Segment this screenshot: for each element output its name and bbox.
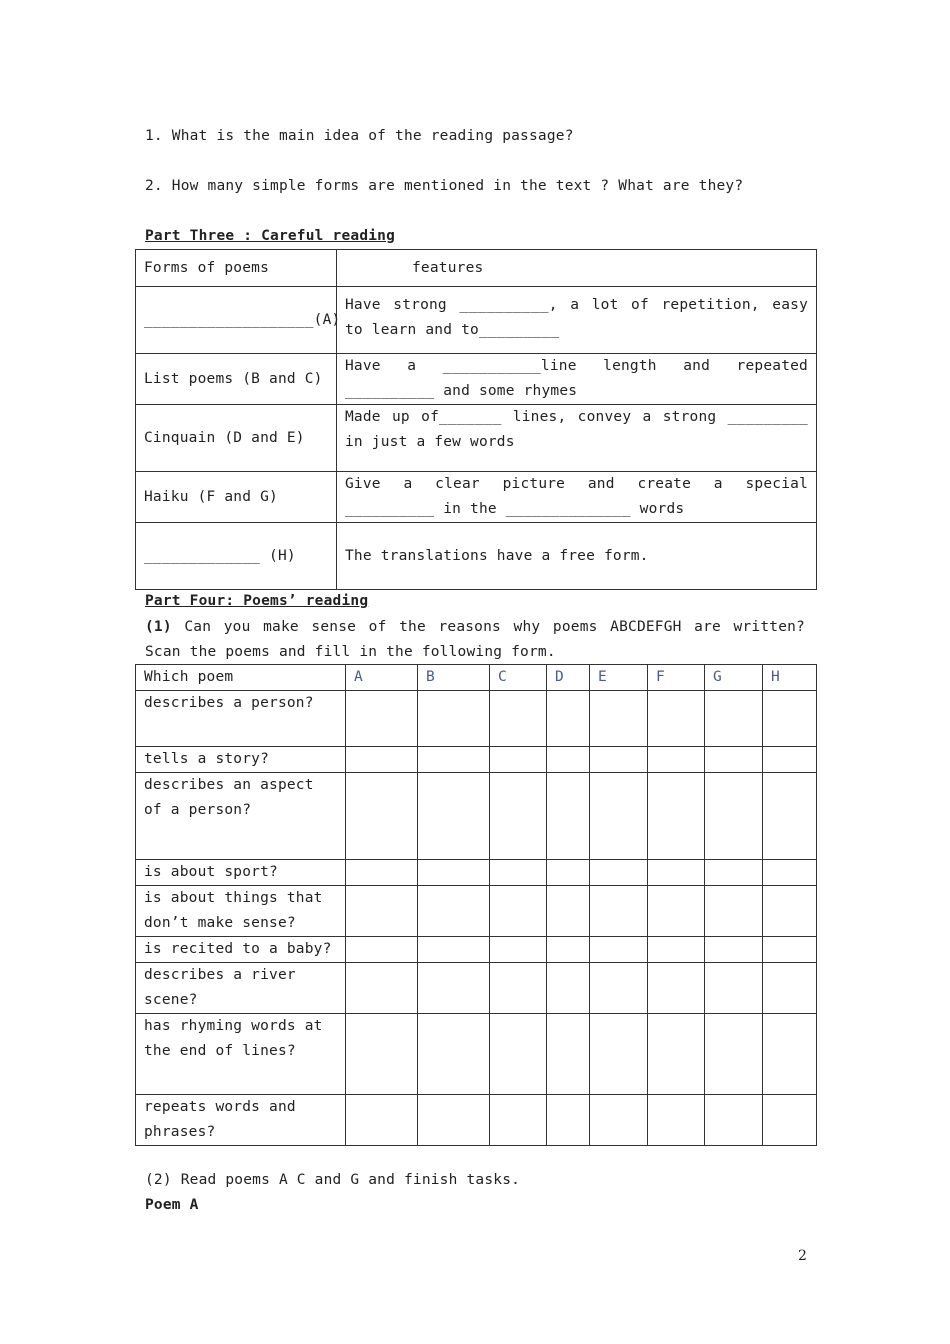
forms-row-feature: Give a clear picture and create a special __________ in the ______________ words [337, 472, 817, 523]
answer-cell[interactable] [648, 886, 705, 937]
answer-cell[interactable] [705, 747, 763, 773]
answer-cell[interactable] [763, 963, 817, 1014]
poem-row-label: is about things that don’t make sense? [136, 886, 346, 937]
task-2-instruction: (2) Read poems A C and G and finish tasks. [145, 1172, 521, 1188]
answer-cell[interactable] [418, 937, 490, 963]
answer-cell[interactable] [418, 860, 490, 886]
poem-row-label: is about sport? [136, 860, 346, 886]
answer-cell[interactable] [705, 937, 763, 963]
answer-cell[interactable] [648, 963, 705, 1014]
instruction-text: Can you make sense of the reasons why poems ABCDEFGH are written? Scan the poems and fill in the following form. [145, 619, 805, 660]
answer-cell[interactable] [490, 691, 547, 747]
answer-cell[interactable] [418, 1095, 490, 1146]
answer-cell[interactable] [490, 1014, 547, 1095]
answer-cell[interactable] [547, 1095, 590, 1146]
forms-row-feature: Made up of_______ lines, convey a strong _________ in just a few words [337, 405, 817, 472]
forms-row-form: Cinquain (D and E) [136, 405, 337, 472]
answer-cell[interactable] [705, 1095, 763, 1146]
part-three-heading: Part Three : Careful reading [145, 228, 396, 244]
answer-cell[interactable] [648, 937, 705, 963]
poem-row-label: describes an aspect of a person? [136, 773, 346, 860]
poem-column-e: E [590, 665, 648, 691]
answer-cell[interactable] [418, 773, 490, 860]
answer-cell[interactable] [490, 773, 547, 860]
answer-cell[interactable] [763, 773, 817, 860]
answer-cell[interactable] [346, 747, 418, 773]
forms-header-features: features [337, 250, 817, 287]
answer-cell[interactable] [590, 860, 648, 886]
part-four-instruction [145, 615, 805, 665]
answer-cell[interactable] [705, 886, 763, 937]
forms-row-form: Haiku (F and G) [136, 472, 337, 523]
poem-row-label: is recited to a baby? [136, 937, 346, 963]
answer-cell[interactable] [648, 773, 705, 860]
answer-cell[interactable] [547, 963, 590, 1014]
answer-cell[interactable] [763, 1014, 817, 1095]
poem-column-b: B [418, 665, 490, 691]
answer-cell[interactable] [705, 691, 763, 747]
answer-cell[interactable] [346, 691, 418, 747]
answer-cell[interactable] [648, 1014, 705, 1095]
poem-row-label: describes a river scene? [136, 963, 346, 1014]
answer-cell[interactable] [590, 937, 648, 963]
forms-table [135, 249, 817, 590]
poem-row-label: repeats words and phrases? [136, 1095, 346, 1146]
answer-cell[interactable] [346, 937, 418, 963]
answer-cell[interactable] [418, 1014, 490, 1095]
forms-row-feature: Have a ___________line length and repeated __________ and some rhymes [337, 354, 817, 405]
poem-table-header: Which poem [136, 665, 346, 691]
answer-cell[interactable] [648, 747, 705, 773]
poem-column-g: G [705, 665, 763, 691]
forms-row-feature: The translations have a free form. [337, 523, 817, 590]
answer-cell[interactable] [763, 747, 817, 773]
poem-column-h: H [763, 665, 817, 691]
answer-cell[interactable] [547, 691, 590, 747]
answer-cell[interactable] [648, 691, 705, 747]
answer-cell[interactable] [590, 963, 648, 1014]
question-2: 2. How many simple forms are mentioned in the text ? What are they? [145, 178, 744, 194]
answer-cell[interactable] [547, 773, 590, 860]
answer-cell[interactable] [346, 773, 418, 860]
forms-header-form: Forms of poems [136, 250, 337, 287]
answer-cell[interactable] [547, 886, 590, 937]
answer-cell[interactable] [547, 937, 590, 963]
answer-cell[interactable] [490, 1095, 547, 1146]
answer-cell[interactable] [763, 937, 817, 963]
answer-cell[interactable] [490, 860, 547, 886]
answer-cell[interactable] [648, 1095, 705, 1146]
answer-cell[interactable] [346, 860, 418, 886]
page-number: 2 [798, 1248, 808, 1264]
answer-cell[interactable] [763, 691, 817, 747]
answer-cell[interactable] [590, 1014, 648, 1095]
answer-cell[interactable] [490, 747, 547, 773]
answer-cell[interactable] [547, 1014, 590, 1095]
answer-cell[interactable] [648, 860, 705, 886]
answer-cell[interactable] [590, 773, 648, 860]
answer-cell[interactable] [346, 1014, 418, 1095]
answer-cell[interactable] [490, 937, 547, 963]
answer-cell[interactable] [346, 1095, 418, 1146]
answer-cell[interactable] [705, 963, 763, 1014]
part-four-heading: Part Four: Poems’ reading [145, 593, 369, 609]
answer-cell[interactable] [763, 860, 817, 886]
question-1: 1. What is the main idea of the reading passage? [145, 128, 574, 144]
poem-row-label: tells a story? [136, 747, 346, 773]
poem-a-title: Poem A [145, 1197, 199, 1213]
poem-column-d: D [547, 665, 590, 691]
answer-cell[interactable] [346, 886, 418, 937]
poem-column-c: C [490, 665, 547, 691]
answer-cell[interactable] [418, 963, 490, 1014]
answer-cell[interactable] [763, 1095, 817, 1146]
answer-cell[interactable] [763, 886, 817, 937]
answer-cell[interactable] [418, 886, 490, 937]
forms-row-form: ___________________(A) [136, 287, 337, 354]
answer-cell[interactable] [590, 691, 648, 747]
forms-row-feature: Have strong __________, a lot of repetition, easy to learn and to_________ [337, 287, 817, 354]
answer-cell[interactable] [705, 773, 763, 860]
poem-row-label: describes a person? [136, 691, 346, 747]
answer-cell[interactable] [490, 963, 547, 1014]
poem-column-a: A [346, 665, 418, 691]
answer-cell[interactable] [490, 886, 547, 937]
answer-cell[interactable] [705, 1014, 763, 1095]
answer-cell[interactable] [590, 747, 648, 773]
forms-row-form: _____________ (H) [136, 523, 337, 590]
answer-cell[interactable] [547, 860, 590, 886]
poem-column-f: F [648, 665, 705, 691]
answer-cell[interactable] [547, 747, 590, 773]
poem-purpose-table [135, 664, 817, 1146]
instruction-number: (1) [145, 619, 172, 635]
answer-cell[interactable] [346, 963, 418, 1014]
answer-cell[interactable] [590, 886, 648, 937]
answer-cell[interactable] [418, 691, 490, 747]
answer-cell[interactable] [418, 747, 490, 773]
answer-cell[interactable] [705, 860, 763, 886]
poem-row-label: has rhyming words at the end of lines? [136, 1014, 346, 1095]
forms-row-form: List poems (B and C) [136, 354, 337, 405]
answer-cell[interactable] [590, 1095, 648, 1146]
